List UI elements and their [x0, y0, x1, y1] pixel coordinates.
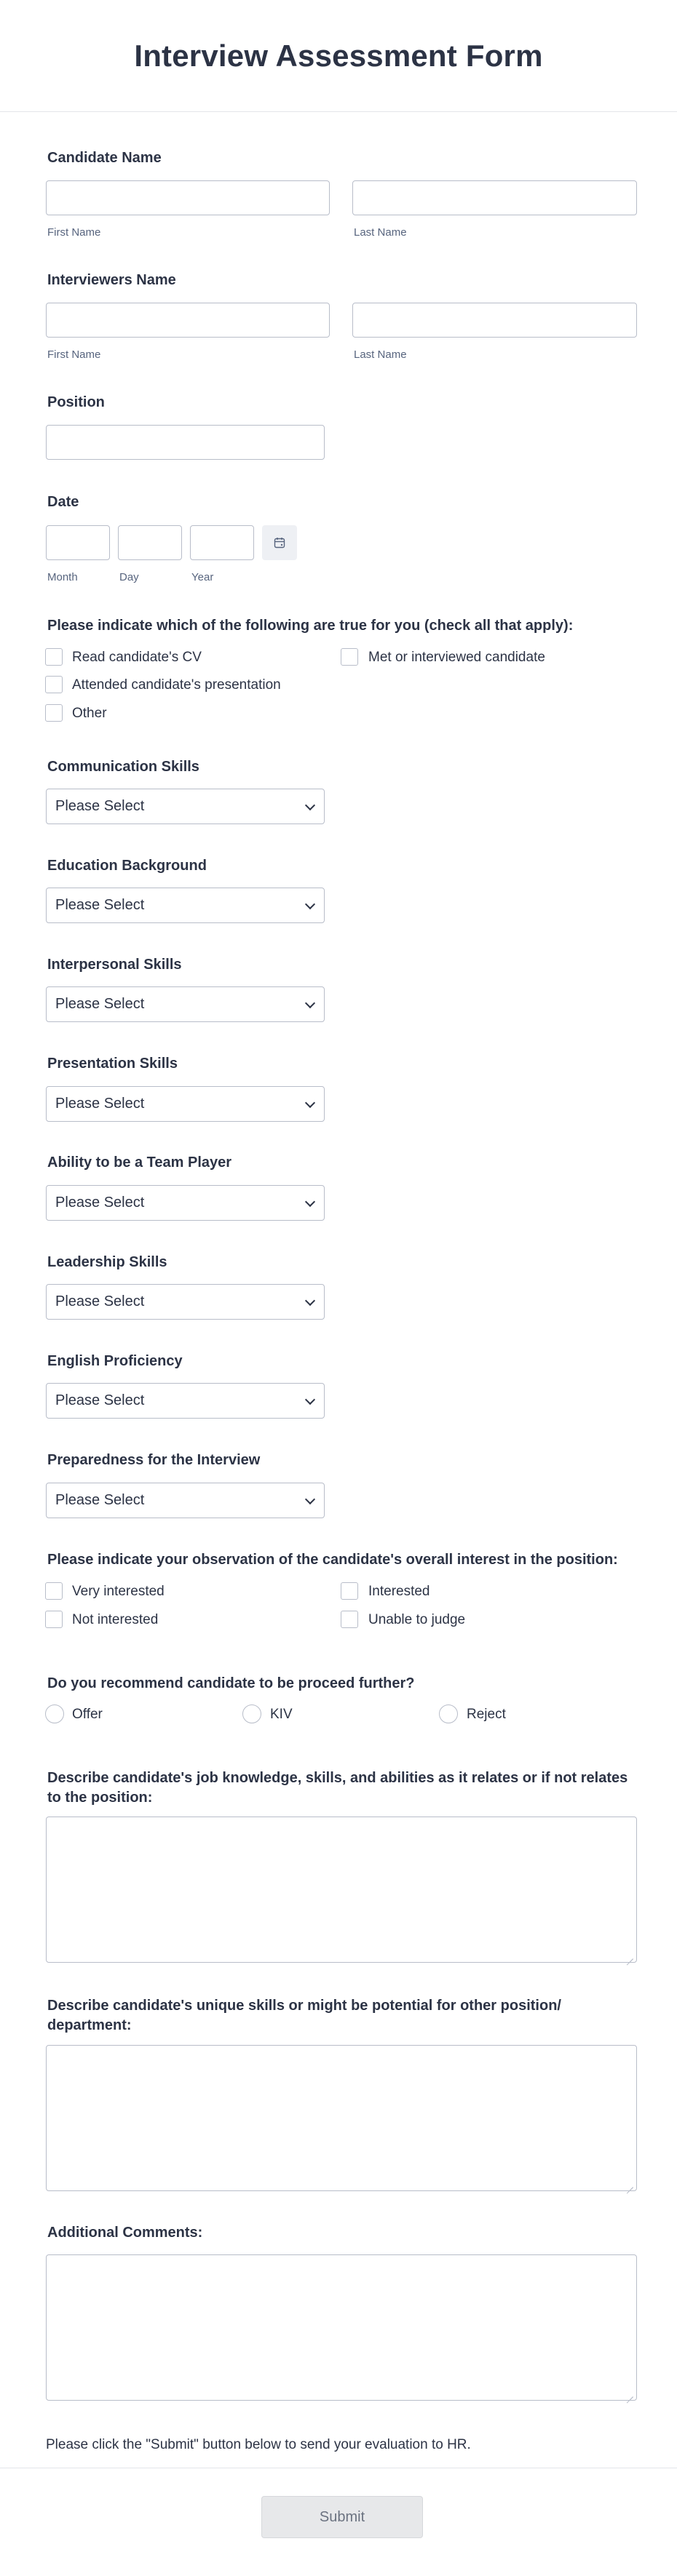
select-value: Please Select — [55, 1195, 145, 1211]
interviewer-last-name-input[interactable] — [352, 303, 637, 338]
education-background-select[interactable] — [46, 888, 325, 923]
interviewer-first-name-sublabel: First Name — [47, 348, 101, 361]
chevron-down-icon — [305, 1394, 315, 1404]
candidate-first-name-input[interactable] — [46, 180, 330, 215]
interest-label: Please indicate your observation of the candidate's overall interest in the position: — [47, 1552, 618, 1568]
chevron-down-icon — [305, 1196, 315, 1206]
candidate-last-name-input[interactable] — [352, 180, 637, 215]
recommend-label: Do you recommend candidate to be proceed further? — [47, 1675, 415, 1691]
radio-kiv-label: KIV — [270, 1707, 293, 1722]
checkbox-met-interviewed[interactable] — [341, 648, 358, 666]
communication-skills-label: Communication Skills — [47, 759, 199, 775]
describe-unique-label: Describe candidate's unique skills or might be potential for other position/ department: — [47, 1998, 561, 2033]
resize-handle[interactable] — [626, 1952, 633, 1959]
leadership-skills-select[interactable] — [46, 1284, 325, 1320]
checkbox-unable-to-judge[interactable] — [341, 1611, 358, 1628]
check-all-label: Please indicate which of the following are true for you (check all that apply): — [47, 618, 574, 634]
date-day-sublabel: Day — [119, 571, 139, 583]
candidate-name-label: Candidate Name — [47, 150, 162, 166]
select-value: Please Select — [55, 996, 145, 1012]
communication-skills-select[interactable] — [46, 789, 325, 824]
checkbox-not-interested[interactable] — [45, 1611, 63, 1628]
select-value: Please Select — [55, 1492, 145, 1508]
date-day-input[interactable] — [118, 525, 182, 560]
chevron-down-icon — [305, 997, 315, 1008]
interviewer-first-name-input[interactable] — [46, 303, 330, 338]
chevron-down-icon — [305, 799, 315, 810]
form-title: Interview Assessment Form — [134, 38, 543, 73]
describe-knowledge-textarea[interactable] — [46, 1817, 637, 1963]
date-label: Date — [47, 494, 79, 510]
select-value: Please Select — [55, 798, 145, 814]
chevron-down-icon — [305, 898, 315, 909]
select-value: Please Select — [55, 1293, 145, 1309]
preparedness-select[interactable] — [46, 1483, 325, 1518]
preparedness-label: Preparedness for the Interview — [47, 1452, 261, 1468]
interpersonal-skills-select[interactable] — [46, 986, 325, 1022]
submit-button[interactable]: Submit — [261, 2496, 423, 2538]
checkbox-interested[interactable] — [341, 1582, 358, 1600]
candidate-first-name-sublabel: First Name — [47, 226, 101, 239]
additional-comments-label: Additional Comments: — [47, 2225, 203, 2241]
select-value: Please Select — [55, 1096, 145, 1112]
checkbox-read-cv-label: Read candidate's CV — [72, 650, 202, 665]
checkbox-very-interested-label: Very interested — [72, 1584, 165, 1599]
checkbox-attended-presentation[interactable] — [45, 676, 63, 693]
position-input[interactable] — [46, 425, 325, 460]
calendar-button[interactable] — [262, 525, 297, 560]
english-proficiency-select[interactable] — [46, 1383, 325, 1419]
chevron-down-icon — [305, 1295, 315, 1305]
checkbox-read-cv[interactable] — [45, 648, 63, 666]
interviewers-name-label: Interviewers Name — [47, 272, 176, 288]
radio-kiv[interactable] — [242, 1704, 261, 1723]
resize-handle[interactable] — [626, 2390, 633, 2397]
describe-knowledge-label: Describe candidate's job knowledge, skills, and abilities as it relates or if not relates to the position: — [47, 1770, 628, 1806]
interpersonal-skills-label: Interpersonal Skills — [47, 957, 182, 973]
leadership-skills-label: Leadership Skills — [47, 1254, 167, 1270]
chevron-down-icon — [305, 1097, 315, 1107]
additional-comments-textarea[interactable] — [46, 2254, 637, 2401]
describe-unique-textarea[interactable] — [46, 2045, 637, 2191]
education-background-label: Education Background — [47, 858, 207, 874]
date-month-sublabel: Month — [47, 571, 78, 583]
calendar-icon — [273, 536, 286, 549]
radio-offer-label: Offer — [72, 1707, 103, 1722]
resize-handle[interactable] — [626, 2180, 633, 2188]
radio-offer[interactable] — [45, 1704, 64, 1723]
checkbox-unable-to-judge-label: Unable to judge — [368, 1612, 466, 1627]
select-value: Please Select — [55, 1392, 145, 1408]
team-player-label: Ability to be a Team Player — [47, 1155, 232, 1171]
checkbox-other-label: Other — [72, 706, 107, 721]
checkbox-met-interviewed-label: Met or interviewed candidate — [368, 650, 545, 665]
date-year-input[interactable] — [190, 525, 254, 560]
radio-reject[interactable] — [439, 1704, 458, 1723]
checkbox-other[interactable] — [45, 704, 63, 722]
select-value: Please Select — [55, 897, 145, 913]
date-month-input[interactable] — [46, 525, 110, 560]
presentation-skills-select[interactable] — [46, 1086, 325, 1122]
interviewer-last-name-sublabel: Last Name — [354, 348, 407, 361]
team-player-select[interactable] — [46, 1185, 325, 1221]
checkbox-interested-label: Interested — [368, 1584, 430, 1599]
checkbox-attended-presentation-label: Attended candidate's presentation — [72, 677, 281, 693]
date-year-sublabel: Year — [191, 571, 214, 583]
english-proficiency-label: English Proficiency — [47, 1353, 183, 1369]
chevron-down-icon — [305, 1494, 315, 1504]
submit-note: Please click the "Submit" button below to send your evaluation to HR. — [46, 2437, 471, 2452]
checkbox-very-interested[interactable] — [45, 1582, 63, 1600]
position-label: Position — [47, 394, 105, 410]
checkbox-not-interested-label: Not interested — [72, 1612, 159, 1627]
radio-reject-label: Reject — [467, 1707, 506, 1722]
form-header — [0, 0, 677, 112]
candidate-last-name-sublabel: Last Name — [354, 226, 407, 239]
presentation-skills-label: Presentation Skills — [47, 1056, 178, 1072]
